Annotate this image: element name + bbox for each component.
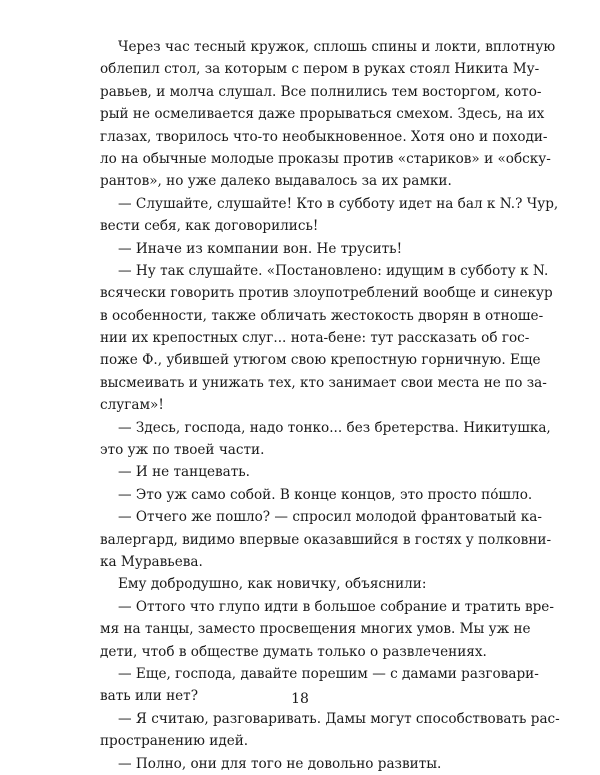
text-line: глазах, творилось что-то необыкновенное. Хотя оно и походи- <box>100 128 548 145</box>
text-line: — Оттого что глупо идти в большое собрание и тратить вре- <box>118 598 554 615</box>
text-line: — Здесь, господа, надо тонко... без бретерства. Никитушка, <box>118 419 551 436</box>
text-line: — Это уж само собой. В конце концов, это просто по́шло. <box>118 486 533 503</box>
text-line: слугам»! <box>100 397 164 414</box>
text-line: — Ну так слушайте. «Постановлено: идущим в субботу к N. <box>118 262 549 279</box>
text-line: — Иначе из компании вон. Не трусить! <box>118 240 403 257</box>
text-line: всячески говорить против злоупотреблений вообще и синекур <box>100 285 553 302</box>
text-line: нии их крепостных слуг... нота-бене: тут рассказать об гос- <box>100 330 530 347</box>
text-line: валергард, видимо впервые оказавшийся в гостях у полковни- <box>100 531 552 548</box>
text-line: рантов», но уже далеко выдавалось за их рамки. <box>100 173 452 190</box>
text-line: дети, чтоб в обществе думать только о развлечениях. <box>100 643 487 660</box>
text-line: это уж по твоей части. <box>100 442 265 459</box>
text-line: вать или нет? <box>100 688 198 705</box>
text-line: рый не осмеливается даже прорываться смехом. Здесь, на их <box>100 106 545 123</box>
text-line: — И не танцевать. <box>118 464 250 481</box>
text-line: вести себя, как договорились! <box>100 218 319 235</box>
text-line: пространению идей. <box>100 733 249 750</box>
text-line: высмеивать и унижать тех, кто занимает свои места не по за- <box>100 374 547 391</box>
text-line: в особенности, также обличать жестокость дворян в отноше- <box>100 307 544 324</box>
text-line: мя на танцы, заместо просвещения многих умов. Мы уж не <box>100 621 531 638</box>
text-line: Ему добродушно, как новичку, объяснили: <box>118 576 427 593</box>
page-body-text <box>100 36 560 775</box>
text-line: облепил стол, за которым с пером в руках стоял Никита Му- <box>100 61 540 78</box>
text-line: — Еще, господа, давайте порешим — с дамами разговари- <box>118 665 539 682</box>
text-line: — Отчего же пошло? — спросил молодой франтоватый ка- <box>118 509 542 526</box>
text-line: — Полно, они для того не довольно развиты. <box>118 755 442 772</box>
text-line: равьев, и молча слушал. Все полнились тем восторгом, кото- <box>100 83 542 100</box>
page-number: 18 <box>291 691 309 707</box>
text-line: ло на обычные молодые проказы против «стариков» и «обску- <box>100 150 551 167</box>
text-line: — Слушайте, слушайте! Кто в субботу идет на бал к N.? Чур, <box>118 195 559 212</box>
text-line: — Я считаю, разговаривать. Дамы могут способствовать рас- <box>118 710 560 727</box>
text-line: Через час тесный кружок, сплошь спины и локти, вплотную <box>118 39 556 55</box>
text-line: ка Муравьева. <box>100 553 203 570</box>
text-line: поже Ф., убившей утюгом свою крепостную горничную. Еще <box>100 352 541 369</box>
